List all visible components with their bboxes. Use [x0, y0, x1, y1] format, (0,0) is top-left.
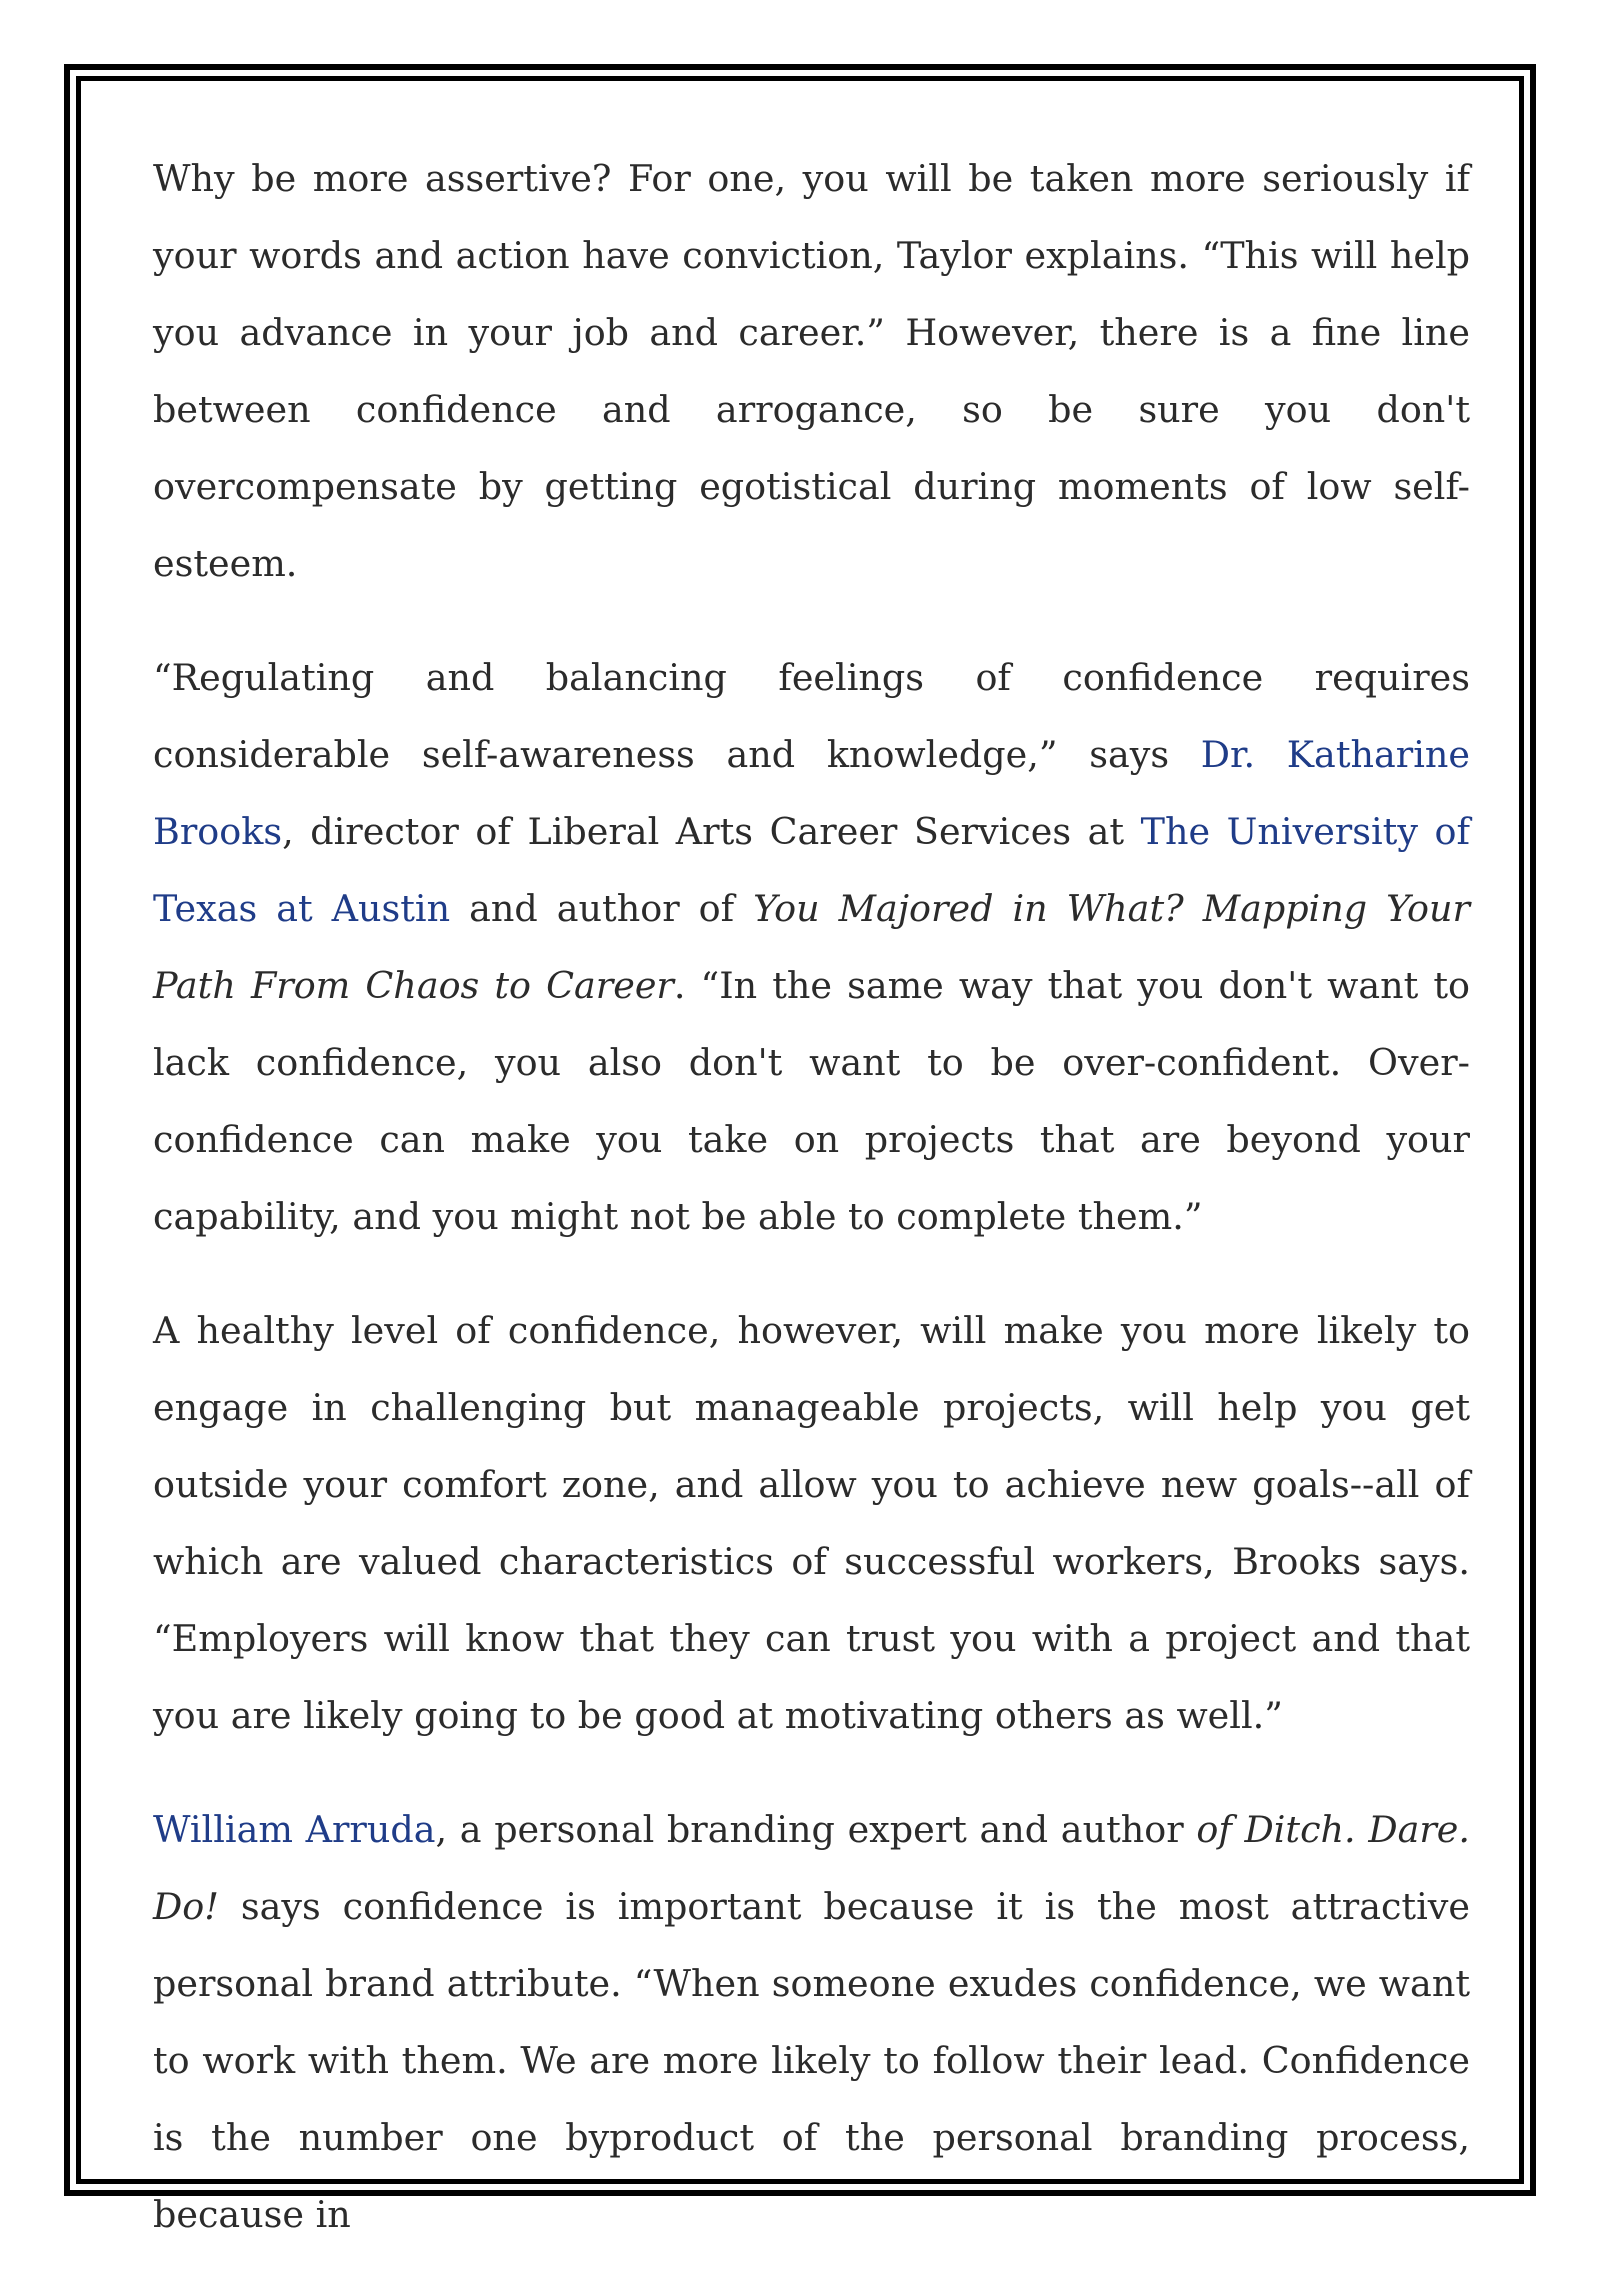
paragraph-text: A healthy level of confidence, however, will make you more likely to engage in challenging but manageable projects, will help you get outside your comfort zone, and allow you to achieve new goals--all of which are valued characteristics of successful workers, Brooks says. “Employers will know that they can trust you with a project and that you are likely going to be good at motivating others as well.”: [153, 1309, 1470, 1737]
paragraph-3: [153, 1292, 1470, 1754]
paragraph-text: . “In the same way that you don't want to lack confidence, you also don't want to be over-confident. Over-confidence can make you take on projects that are beyond your capability, and you might not be able to complete them.”: [153, 964, 1470, 1238]
paragraph-text: , a personal branding expert and author: [435, 1808, 1197, 1851]
link-university-of-texas[interactable]: The University of Texas at Austin: [153, 810, 1470, 930]
paragraph-text: “Regulating and balancing feelings of confidence requires considerable self-awareness and knowledge,” says: [153, 656, 1470, 776]
article-body: [153, 140, 1470, 2290]
link-william-arruda[interactable]: William Arruda: [153, 1808, 436, 1851]
paragraph-1: [153, 140, 1470, 602]
book-title-you-majored: You Majored in What? Mapping Your Path From Chaos to Career: [153, 887, 1470, 1007]
paragraph-text: , director of Liberal Arts Career Services at: [282, 810, 1141, 853]
paragraph-4: [153, 1791, 1470, 2253]
paragraph-text: Why be more assertive? For one, you will be taken more seriously if your words and action have conviction, Taylor explains. “This will help you advance in your job and career.” However, there is a fine line between confidence and arrogance, so be sure you don't overcompensate by getting egotistical during moments of low self-esteem.: [153, 157, 1470, 585]
link-katharine-brooks[interactable]: Dr. Katharine Brooks: [153, 733, 1470, 853]
paragraph-text: and author of: [450, 887, 754, 930]
paragraph-2: [153, 639, 1470, 1255]
book-title-ditch-dare-do: of Ditch. Dare. Do!: [153, 1808, 1470, 1928]
paragraph-text: says confidence is important because it is the most attractive personal brand attribute. “When someone exudes confidence, we want to work with them. We are more likely to follow their lead. Confidence is the number one byproduct of the personal branding process, because in: [153, 1885, 1470, 2236]
